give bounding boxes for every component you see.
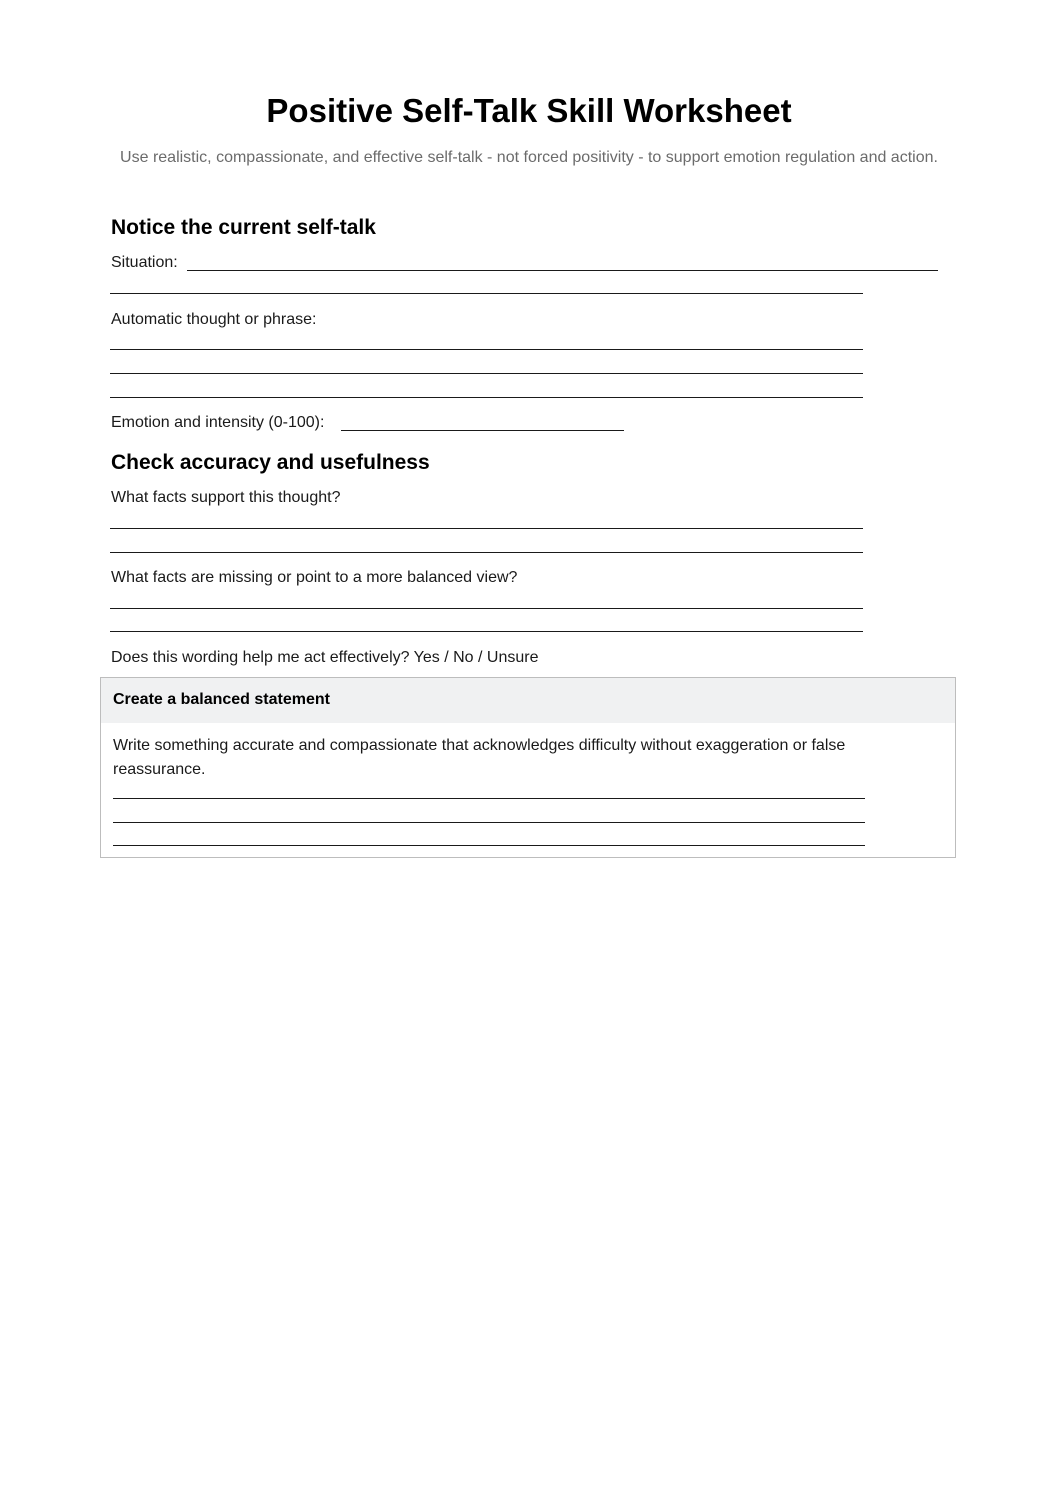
balanced-statement-line-3[interactable] [113,845,865,846]
emotion-intensity-label: Emotion and intensity (0-100): [111,414,325,431]
balanced-statement-line-2[interactable] [113,822,865,823]
automatic-thought-line-1[interactable] [110,349,863,350]
balanced-statement-header [101,678,955,723]
support-facts-line-1[interactable] [110,528,863,529]
act-effectively-question: Does this wording help me act effectively? Yes / No / Unsure [111,649,539,666]
emotion-intensity-line[interactable] [341,430,624,431]
section-heading-notice: Notice the current self-talk [111,216,376,239]
page-title: Positive Self-Talk Skill Worksheet [266,92,792,129]
page-subtitle: Use realistic, compassionate, and effective self-talk - not forced positivity - to support emotion regulation and action. [120,149,938,166]
section-heading-check: Check accuracy and usefulness [111,451,430,474]
missing-facts-line-2[interactable] [110,631,863,632]
balanced-statement-line-1[interactable] [113,798,865,799]
balanced-statement-prompt: Write something accurate and compassionate that acknowledges difficulty without exaggeration or false reassurance. [113,737,846,778]
balanced-statement-title: Create a balanced statement [113,691,330,708]
situation-answer-line-2[interactable] [110,293,863,294]
missing-facts-line-1[interactable] [110,608,863,609]
support-facts-line-2[interactable] [110,552,863,553]
automatic-thought-line-2[interactable] [110,373,863,374]
automatic-thought-line-3[interactable] [110,397,863,398]
situation-label: Situation: [111,254,178,271]
situation-answer-line-1[interactable] [187,270,938,271]
automatic-thought-label: Automatic thought or phrase: [111,311,317,328]
balanced-statement-box [100,677,956,858]
missing-facts-label: What facts are missing or point to a more balanced view? [111,569,518,586]
support-facts-label: What facts support this thought? [111,489,341,506]
